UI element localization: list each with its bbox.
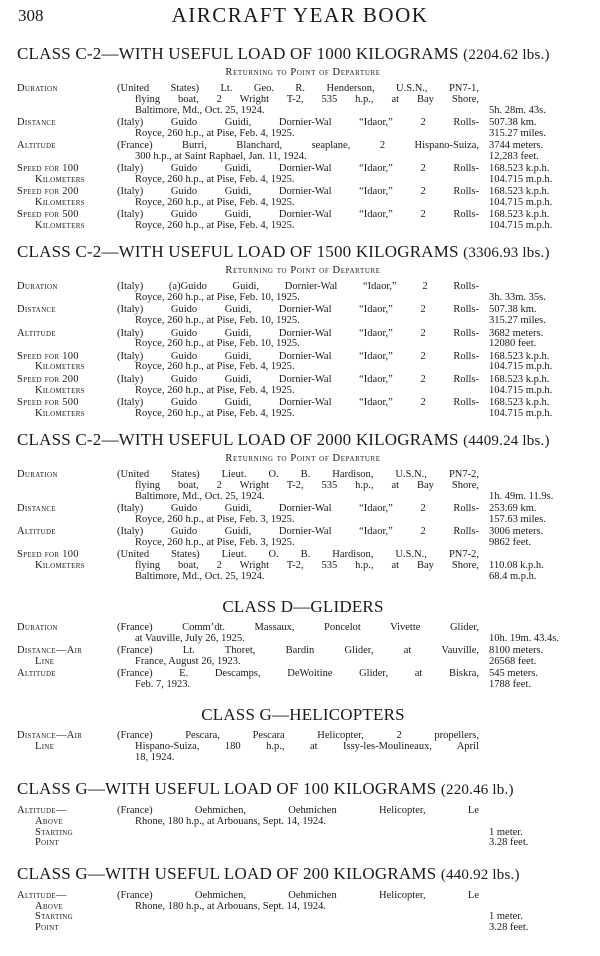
record-label-line: Kilometers — [35, 407, 85, 419]
record-row — [17, 375, 589, 397]
record-description-line: Royce, 260 h.p., at Pise, Feb. 4, 1925. — [135, 196, 295, 208]
record-label-line: Distance—Air — [17, 730, 83, 742]
record-label — [17, 504, 117, 526]
record-value: 104.715 m.p.h. — [489, 173, 553, 185]
record-values — [489, 305, 589, 327]
running-head: AIRCRAFT YEAR BOOK — [171, 3, 429, 27]
record-value: 315.27 miles. — [489, 315, 546, 327]
record-value: 26568 feet. — [489, 655, 537, 667]
record-description-line: (Italy) Guido Guidi, Dornier-Wal “Idaor,” 2 Rolls- — [117, 350, 479, 362]
record-row — [17, 84, 589, 116]
record-description-line: Rhone, 180 h.p., at Arbouans, Sept. 14, 1924. — [135, 900, 327, 912]
record-label-line: Speed for 100 — [17, 163, 79, 175]
record-description-line: 300 h.p., at Saint Raphael, Jan. 11, 1924. — [135, 150, 307, 162]
class-title-text: CLASS G—WITH USEFUL LOAD OF 100 KILOGRAMS — [17, 779, 437, 799]
record-value: 1h. 49m. 11.9s. — [489, 490, 554, 502]
record-description-line: Royce, 260 h.p., at Pise, Feb. 10, 1925. — [135, 292, 300, 304]
record-value: 168.523 k.p.h. — [489, 350, 550, 362]
class-title-text: CLASS C-2—WITH USEFUL LOAD OF 2000 KILOGRAMS — [17, 429, 459, 449]
record-values — [489, 329, 589, 351]
class-heading — [17, 242, 589, 263]
record-description-line: (Italy) Guido Guidi, Dornier-Wal “Idaor,” 2 Rolls- — [117, 186, 479, 198]
record-label-line: Kilometers — [35, 361, 85, 373]
record-value: 104.715 m.p.h. — [489, 384, 553, 396]
record-description-line: Royce, 260 h.p., at Pise, Feb. 4, 1925. — [135, 127, 295, 139]
record-value: 10h. 19m. 43.4s. — [489, 632, 560, 644]
record-label — [17, 646, 117, 668]
record-label-line: Point — [35, 837, 60, 849]
record-description-line: (Italy) Guido Guidi, Dornier-Wal “Idaor,” 2 Rolls- — [117, 163, 479, 175]
subheading: Returning to Point of Departure — [225, 452, 381, 464]
record-description-line: (France) Lt. Thoret, Bardin Glider, at Vauville, — [117, 644, 479, 656]
record-description-line: Royce, 260 h.p., at Pise, Feb. 4, 1925. — [135, 384, 295, 396]
record-value: 104.715 m.p.h. — [489, 361, 553, 373]
record-values — [489, 623, 589, 645]
record-value: 1788 feet. — [489, 678, 531, 690]
class-heading — [17, 44, 589, 65]
class-heading — [17, 597, 589, 617]
record-value: 3006 meters. — [489, 525, 544, 537]
subheading: Returning to Point of Departure — [225, 265, 381, 277]
record-description — [117, 623, 489, 645]
record-label-line: Above — [35, 815, 64, 827]
record-label — [17, 806, 117, 849]
record-description — [117, 891, 489, 934]
record-label — [17, 398, 117, 420]
record-label-line: Duration — [17, 621, 58, 633]
record-row — [17, 527, 589, 549]
record-description-line: Baltimore, Md., Oct. 25, 1924. — [135, 490, 265, 502]
record-value: 104.715 m.p.h. — [489, 220, 553, 232]
record-description-line: (France) Oehmichen, Oehmichen Helicopter, Le — [117, 805, 479, 817]
record-row — [17, 731, 589, 763]
record-description-line: (Italy) Guido Guidi, Dornier-Wal “Idaor,” 2 Rolls- — [117, 525, 479, 537]
record-label-line: Altitude — [17, 139, 56, 151]
record-class-section — [17, 430, 589, 597]
record-row — [17, 187, 589, 209]
record-description — [117, 470, 489, 502]
class-title-text: CLASS G—HELICOPTERS — [201, 705, 405, 725]
record-label-line: Distance—Air — [17, 644, 83, 656]
class-title-text: CLASS D—GLIDERS — [222, 596, 384, 616]
record-label-line: Starting — [35, 911, 73, 923]
record-label-line: Altitude — [17, 327, 56, 339]
record-value: 5h. 28m. 43s. — [489, 104, 546, 116]
record-values — [489, 527, 589, 549]
record-description — [117, 118, 489, 140]
record-description-line: (France) Oehmichen, Oehmichen Helicopter, Le — [117, 889, 479, 901]
record-row — [17, 550, 589, 582]
record-description-line: (France) Burri, Blanchard, seaplane, 2 Hispano-Suiza, — [117, 139, 479, 151]
record-label-line: Speed for 200 — [17, 186, 79, 198]
record-description — [117, 305, 489, 327]
record-class-section — [17, 44, 589, 242]
class-heading — [17, 705, 589, 725]
record-description-line: Royce, 260 h.p., at Pise, Feb. 10, 1925. — [135, 338, 300, 350]
record-description-line: (United States) Lieut. O. B. Hardison, U.S.N., PN7-2, — [117, 468, 479, 480]
record-row — [17, 646, 589, 668]
record-description — [117, 375, 489, 397]
record-values — [489, 550, 589, 582]
record-values — [489, 84, 589, 116]
record-row — [17, 210, 589, 232]
page-number: 308 — [18, 6, 44, 25]
record-row — [17, 398, 589, 420]
record-description — [117, 352, 489, 374]
record-description-line: 18, 1924. — [135, 751, 175, 763]
record-row — [17, 470, 589, 502]
record-description — [117, 84, 489, 116]
record-label-line: Speed for 100 — [17, 549, 79, 560]
record-value: 104.715 m.p.h. — [489, 196, 553, 208]
record-row — [17, 669, 589, 691]
class-title-text: CLASS C-2—WITH USEFUL LOAD OF 1000 KILOGRAMS — [17, 44, 459, 63]
record-values — [489, 669, 589, 691]
record-description-line: (France) Comm’dt. Massaux, Poncelot Vivette Glider, — [117, 621, 479, 633]
record-label — [17, 187, 117, 209]
record-value: 253.69 km. — [489, 502, 537, 514]
record-label — [17, 164, 117, 186]
record-label-line: Speed for 200 — [17, 373, 79, 385]
record-label-line: Altitude— — [17, 889, 67, 901]
record-value: 507.38 km. — [489, 304, 537, 316]
record-row — [17, 329, 589, 351]
record-value: 507.38 km. — [489, 116, 537, 128]
record-description-line: (France) Pescara, Pescara Helicopter, 2 propellers, — [117, 730, 479, 742]
record-row — [17, 118, 589, 140]
record-description-line: Hispano-Suiza, 180 h.p., at Issy-les-Moulineaux, April — [135, 740, 479, 752]
record-values — [489, 210, 589, 232]
record-description — [117, 504, 489, 526]
record-class-section — [17, 705, 589, 779]
record-values — [489, 141, 589, 163]
record-description-line: at Vauville, July 26, 1925. — [135, 632, 245, 644]
record-value: 104.715 m.p.h. — [489, 407, 553, 419]
record-label-line: Speed for 100 — [17, 350, 79, 362]
record-label-line: Altitude— — [17, 805, 67, 817]
record-label — [17, 84, 117, 116]
record-description — [117, 646, 489, 668]
record-values — [489, 398, 589, 420]
class-heading — [17, 779, 589, 800]
record-label — [17, 623, 117, 645]
class-weight: (2204.62 lbs.) — [463, 47, 550, 63]
record-value: 68.4 m.p.h. — [489, 570, 537, 582]
record-description — [117, 527, 489, 549]
record-label — [17, 329, 117, 351]
record-description — [117, 806, 489, 849]
record-description-line: flying boat, 2 Wright T-2, 535 h.p., at Bay Shore, — [135, 479, 479, 491]
subheading: Returning to Point of Departure — [225, 67, 381, 78]
record-label — [17, 470, 117, 502]
record-values — [489, 352, 589, 374]
record-label-line: Duration — [17, 468, 58, 480]
record-row — [17, 891, 589, 934]
record-label-line: Kilometers — [35, 196, 85, 208]
record-label — [17, 375, 117, 397]
record-label-line: Altitude — [17, 668, 56, 680]
record-label-line: Kilometers — [35, 220, 85, 232]
record-row — [17, 806, 589, 849]
record-description-line: (United States) Lieut. O. B. Hardison, U.S.N., PN7-2, — [117, 549, 479, 560]
class-heading — [17, 864, 589, 885]
record-row — [17, 623, 589, 645]
record-row — [17, 305, 589, 327]
record-value: 1 meter. — [489, 826, 523, 838]
record-value: 12080 feet. — [489, 338, 537, 350]
record-values — [489, 164, 589, 186]
record-description-line: (Italy) (a)Guido Guidi, Dornier-Wal “Idaor,” 2 Rolls- — [117, 281, 479, 293]
record-label-line: Speed for 500 — [17, 209, 79, 221]
record-value: 3.28 feet. — [489, 922, 529, 934]
record-description-line: Royce, 260 h.p., at Pise, Feb. 10, 1925. — [135, 315, 300, 327]
record-value: 12,283 feet. — [489, 150, 539, 162]
record-value: 168.523 k.p.h. — [489, 396, 550, 408]
record-description-line: (Italy) Guido Guidi, Dornier-Wal “Idaor,” 2 Rolls- — [117, 116, 479, 128]
record-value: 3682 meters. — [489, 327, 544, 339]
record-description — [117, 187, 489, 209]
record-label — [17, 118, 117, 140]
record-value: 168.523 k.p.h. — [489, 373, 550, 385]
record-row — [17, 504, 589, 526]
record-label-line: Distance — [17, 502, 56, 514]
class-weight: (3306.93 lbs.) — [463, 245, 550, 262]
record-description-line: Baltimore, Md., Oct. 25, 1924. — [135, 104, 265, 116]
record-value: 3744 meters. — [489, 139, 544, 151]
record-values — [489, 375, 589, 397]
record-description — [117, 731, 489, 763]
record-description-line: (France) E. Descamps, DeWoitine Glider, at Biskra, — [117, 668, 479, 680]
record-description — [117, 329, 489, 351]
class-weight: (220.46 lb.) — [440, 782, 514, 799]
page-body — [17, 44, 589, 935]
record-label-line: Above — [35, 900, 64, 912]
record-values — [489, 282, 589, 304]
record-value: 168.523 k.p.h. — [489, 186, 550, 198]
record-class-section — [17, 779, 589, 864]
record-class-section — [17, 597, 589, 705]
record-value: 3.28 feet. — [489, 837, 529, 849]
class-title-text: CLASS G—WITH USEFUL LOAD OF 200 KILOGRAMS — [17, 863, 437, 883]
record-description — [117, 210, 489, 232]
record-description-line: (Italy) Guido Guidi, Dornier-Wal “Idaor,” 2 Rolls- — [117, 304, 479, 316]
record-value: 8100 meters. — [489, 644, 544, 656]
record-label — [17, 305, 117, 327]
record-description — [117, 669, 489, 691]
record-description-line: (Italy) Guido Guidi, Dornier-Wal “Idaor,” 2 Rolls- — [117, 209, 479, 221]
record-description-line: Royce, 260 h.p., at Pise, Feb. 4, 1925. — [135, 173, 295, 185]
record-values — [489, 470, 589, 502]
record-description-line: Rhone, 180 h.p., at Arbouans, Sept. 14, 1924. — [135, 815, 327, 827]
record-description-line: Royce, 260 h.p., at Pise, Feb. 3, 1925. — [135, 513, 295, 525]
record-row — [17, 282, 589, 304]
class-title-text: CLASS C-2—WITH USEFUL LOAD OF 1500 KILOGRAMS — [17, 242, 459, 262]
record-description-line: Baltimore, Md., Oct. 25, 1924. — [135, 570, 265, 582]
record-label-line: Point — [35, 922, 60, 934]
record-value: 168.523 k.p.h. — [489, 209, 550, 221]
record-value: 110.08 k.p.h. — [489, 559, 544, 571]
record-description-line: (Italy) Guido Guidi, Dornier-Wal “Idaor,” 2 Rolls- — [117, 373, 479, 385]
record-value: 3h. 33m. 35s. — [489, 292, 546, 304]
record-description-line: France, August 26, 1923. — [135, 655, 241, 667]
record-description-line: (Italy) Guido Guidi, Dornier-Wal “Idaor,” 2 Rolls- — [117, 327, 479, 339]
record-description-line: Royce, 260 h.p., at Pise, Feb. 4, 1925. — [135, 361, 295, 373]
record-label — [17, 141, 117, 163]
record-label — [17, 669, 117, 691]
record-label-line: Duration — [17, 83, 58, 94]
record-label-line: Altitude — [17, 525, 56, 537]
record-label-line: Line — [35, 655, 55, 667]
record-values — [489, 731, 589, 763]
record-values — [489, 187, 589, 209]
record-label — [17, 352, 117, 374]
record-description — [117, 398, 489, 420]
record-class-section — [17, 864, 589, 934]
record-description — [117, 164, 489, 186]
record-class-section — [17, 242, 589, 430]
record-description — [117, 550, 489, 582]
class-weight: (440.92 lbs.) — [440, 866, 520, 883]
record-description-line: (United States) Lt. Geo. R. Henderson, U.S.N., PN7-1, — [117, 83, 479, 94]
record-row — [17, 164, 589, 186]
record-value: 168.523 k.p.h. — [489, 163, 550, 175]
record-label-line: Distance — [17, 304, 56, 316]
record-label-line: Kilometers — [35, 559, 85, 571]
record-label — [17, 550, 117, 582]
record-values — [489, 118, 589, 140]
record-value: 157.63 miles. — [489, 513, 546, 525]
record-value: 9862 feet. — [489, 536, 531, 548]
record-label-line: Starting — [35, 826, 73, 838]
record-label — [17, 731, 117, 763]
record-description-line: (Italy) Guido Guidi, Dornier-Wal “Idaor,” 2 Rolls- — [117, 396, 479, 408]
record-values — [489, 891, 589, 934]
record-value: 545 meters. — [489, 668, 538, 680]
record-label — [17, 891, 117, 934]
record-label — [17, 527, 117, 549]
record-label-line: Distance — [17, 116, 56, 128]
record-description-line: Royce, 260 h.p., at Pise, Feb. 4, 1925. — [135, 407, 295, 419]
record-label-line: Kilometers — [35, 384, 85, 396]
record-description-line: flying boat, 2 Wright T-2, 535 h.p., at Bay Shore, — [135, 93, 479, 105]
record-label-line: Kilometers — [35, 173, 85, 185]
record-description — [117, 141, 489, 163]
record-row — [17, 352, 589, 374]
record-row — [17, 141, 589, 163]
class-heading — [17, 430, 589, 451]
record-description-line: Royce, 260 h.p., at Pise, Feb. 4, 1925. — [135, 220, 295, 232]
record-values — [489, 646, 589, 668]
record-value: 315.27 miles. — [489, 127, 546, 139]
record-label — [17, 282, 117, 304]
record-label-line: Speed for 500 — [17, 396, 79, 408]
record-label-line: Line — [35, 740, 55, 752]
record-values — [489, 806, 589, 849]
record-description-line: flying boat, 2 Wright T-2, 535 h.p., at Bay Shore, — [135, 559, 479, 571]
record-values — [489, 504, 589, 526]
record-label — [17, 210, 117, 232]
record-description — [117, 282, 489, 304]
record-description-line: Feb. 7, 1923. — [135, 678, 191, 690]
record-value: 1 meter. — [489, 911, 523, 923]
record-description-line: Royce, 260 h.p., at Pise, Feb. 3, 1925. — [135, 536, 295, 548]
record-description-line: (Italy) Guido Guidi, Dornier-Wal “Idaor,” 2 Rolls- — [117, 502, 479, 514]
class-weight: (4409.24 lbs.) — [463, 432, 550, 449]
record-label-line: Duration — [17, 281, 58, 293]
